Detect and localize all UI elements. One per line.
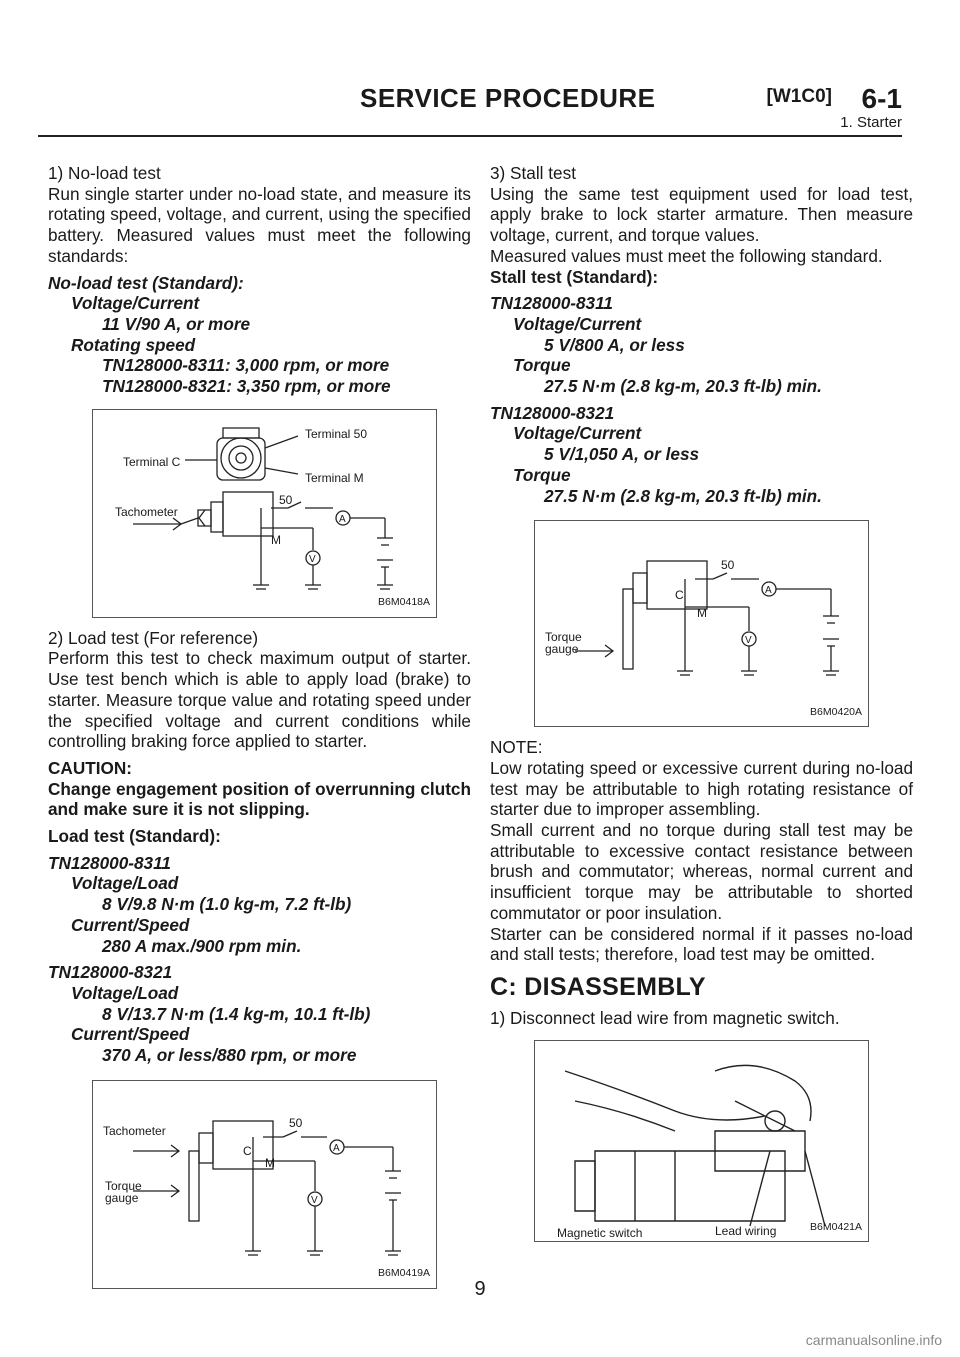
stall-body: Using the same test equipment used for load test, apply brake to lock starter armature. Then measure voltage, current, and torque values. (490, 183, 913, 246)
label-torque-gauge (105, 1180, 142, 1204)
label-m: M (271, 532, 281, 547)
note-1: Low rotating speed or excessive current during no-load test may be attributable to high rotating resistance of starter due to improper assembling. (490, 757, 913, 820)
figure-disassembly (534, 1040, 869, 1242)
header-code: [W1C0] (766, 86, 832, 107)
noload-title: 1) No-load test (48, 163, 161, 183)
label-50: 50 (279, 492, 293, 507)
label-gauge: gauge (545, 642, 579, 657)
ammeter-symbol: A (765, 585, 772, 597)
noload-rs-value-1: TN128000-8311: 3,000 rpm, or more (102, 355, 390, 376)
figure-load (92, 1080, 437, 1289)
figure-id: B6M0420A (810, 705, 862, 718)
stall-m1-vc-value: 5 V/800 A, or less (544, 334, 685, 355)
section-heading: C: DISASSEMBLY (490, 972, 706, 1001)
stall-m1-t-label: Torque (513, 355, 571, 376)
page-header (38, 83, 902, 135)
load-m2-cs-value: 370 A, or less/880 rpm, or more (102, 1045, 357, 1066)
caution-label: CAUTION: (48, 757, 133, 778)
load-m1-vl-value: 8 V/9.8 N·m (1.0 kg-m, 7.2 ft-lb) (102, 894, 352, 915)
label-terminal-c: Terminal C (123, 454, 181, 469)
label-terminal-m: Terminal M (305, 470, 364, 485)
noload-rs-value-2: TN128000-8321: 3,350 rpm, or more (102, 376, 391, 397)
figure-noload (92, 409, 437, 618)
stall-m2-t-value: 27.5 N·m (2.8 kg-m, 20.3 ft-lb) min. (544, 485, 822, 506)
voltmeter-symbol: V (745, 635, 752, 647)
figure-stall (534, 520, 869, 727)
ammeter-symbol: A (333, 1142, 340, 1154)
load-body: Perform this test to check maximum output of starter. Use test bench which is able to apply load (brake) to starter. Measure torque value and rotating speed under the specified voltage and current conditions while controlling braking force applied to starter. (48, 648, 471, 752)
load-circuit-diagram (93, 1081, 436, 1288)
label-magnetic-switch: Magnetic switch (557, 1226, 643, 1241)
stall-standard-heading: Stall test (Standard): (490, 266, 659, 287)
left-column (48, 163, 471, 1299)
note-2: Small current and no torque during stall test may be attributable to excessive contact resistance between brush and commutator; whereas, normal current and insufficient torque may be attributable to shorted commutator or poor insulation. (490, 820, 913, 923)
stall-m1-vc-label: Voltage/Current (513, 313, 642, 334)
header-title: SERVICE PROCEDURE (360, 83, 656, 113)
load-m1-cs-label: Current/Speed (71, 914, 190, 935)
stall-body-2: Measured values must meet the following standard. (490, 245, 883, 266)
label-m: M (697, 606, 707, 621)
label-m: M (265, 1155, 275, 1170)
figure-id: B6M0418A (378, 596, 430, 609)
header-section: 6-1 (861, 83, 902, 114)
load-model-2: TN128000-8321 (48, 962, 173, 983)
ammeter-symbol: A (339, 513, 346, 525)
load-m1-vl-label: Voltage/Load (71, 873, 179, 894)
header-rule (38, 135, 902, 137)
load-m2-cs-label: Current/Speed (71, 1024, 190, 1045)
noload-rs-label: Rotating speed (71, 334, 196, 355)
stall-model-1: TN128000-8311 (490, 293, 613, 314)
stall-m1-t-value: 27.5 N·m (2.8 kg-m, 20.3 ft-lb) min. (544, 376, 822, 397)
voltmeter-symbol: V (311, 1194, 318, 1206)
stall-m2-vc-value: 5 V/1,050 A, or less (544, 444, 700, 465)
figure-id: B6M0419A (378, 1267, 430, 1280)
load-m1-cs-value: 280 A max./900 rpm min. (102, 935, 302, 956)
stall-m2-t-label: Torque (513, 464, 571, 485)
label-tachometer: Tachometer (115, 504, 178, 519)
note-label: NOTE: (490, 737, 543, 758)
footer-watermark: carmanualsonline.info (805, 1332, 942, 1348)
label-lead-wiring: Lead wiring (715, 1224, 777, 1239)
label-c: C (243, 1143, 252, 1158)
stall-m2-vc-label: Voltage/Current (513, 423, 642, 444)
load-m2-vl-value: 8 V/13.7 N·m (1.4 kg-m, 10.1 ft-lb) (102, 1003, 371, 1024)
label-tachometer: Tachometer (103, 1123, 166, 1138)
label-torque-gauge (545, 631, 582, 655)
voltmeter-symbol: V (309, 553, 316, 565)
disassembly-illustration (535, 1041, 868, 1241)
label-c: C (675, 588, 684, 603)
label-50: 50 (721, 558, 735, 573)
noload-vc-label: Voltage/Current (71, 293, 200, 314)
label-gauge: gauge (105, 1190, 139, 1205)
load-standard-heading: Load test (Standard): (48, 826, 221, 847)
header-subsection: 1. Starter (840, 114, 902, 131)
note-3: Starter can be considered normal if it passes no-load and stall tests; therefore, load test may be omitted. (490, 923, 913, 965)
noload-body: Run single starter under no-load state, and measure its rotating speed, voltage, and current, using the specified battery. Measured values must meet the following standards: (48, 183, 471, 266)
label-50: 50 (289, 1115, 303, 1130)
noload-standard-heading: No-load test (Standard): (48, 272, 244, 293)
right-column (490, 163, 913, 1252)
figure-id: B6M0421A (810, 1220, 862, 1233)
stall-title: 3) Stall test (490, 163, 576, 183)
stall-model-2: TN128000-8321 (490, 402, 615, 423)
noload-vc-value: 11 V/90 A, or more (102, 313, 251, 334)
label-terminal-50: Terminal 50 (305, 426, 368, 441)
load-model-1: TN128000-8311 (48, 852, 171, 873)
caution-body: Change engagement position of overrunning clutch and make sure it is not slipping. (48, 778, 471, 820)
label-torque: Torque (545, 630, 582, 645)
page-number: 9 (474, 1278, 486, 1300)
load-m2-vl-label: Voltage/Load (71, 982, 179, 1003)
disassembly-step-1: 1) Disconnect lead wire from magnetic switch. (490, 1007, 840, 1028)
label-torque: Torque (105, 1178, 142, 1193)
load-title: 2) Load test (For reference) (48, 627, 259, 648)
